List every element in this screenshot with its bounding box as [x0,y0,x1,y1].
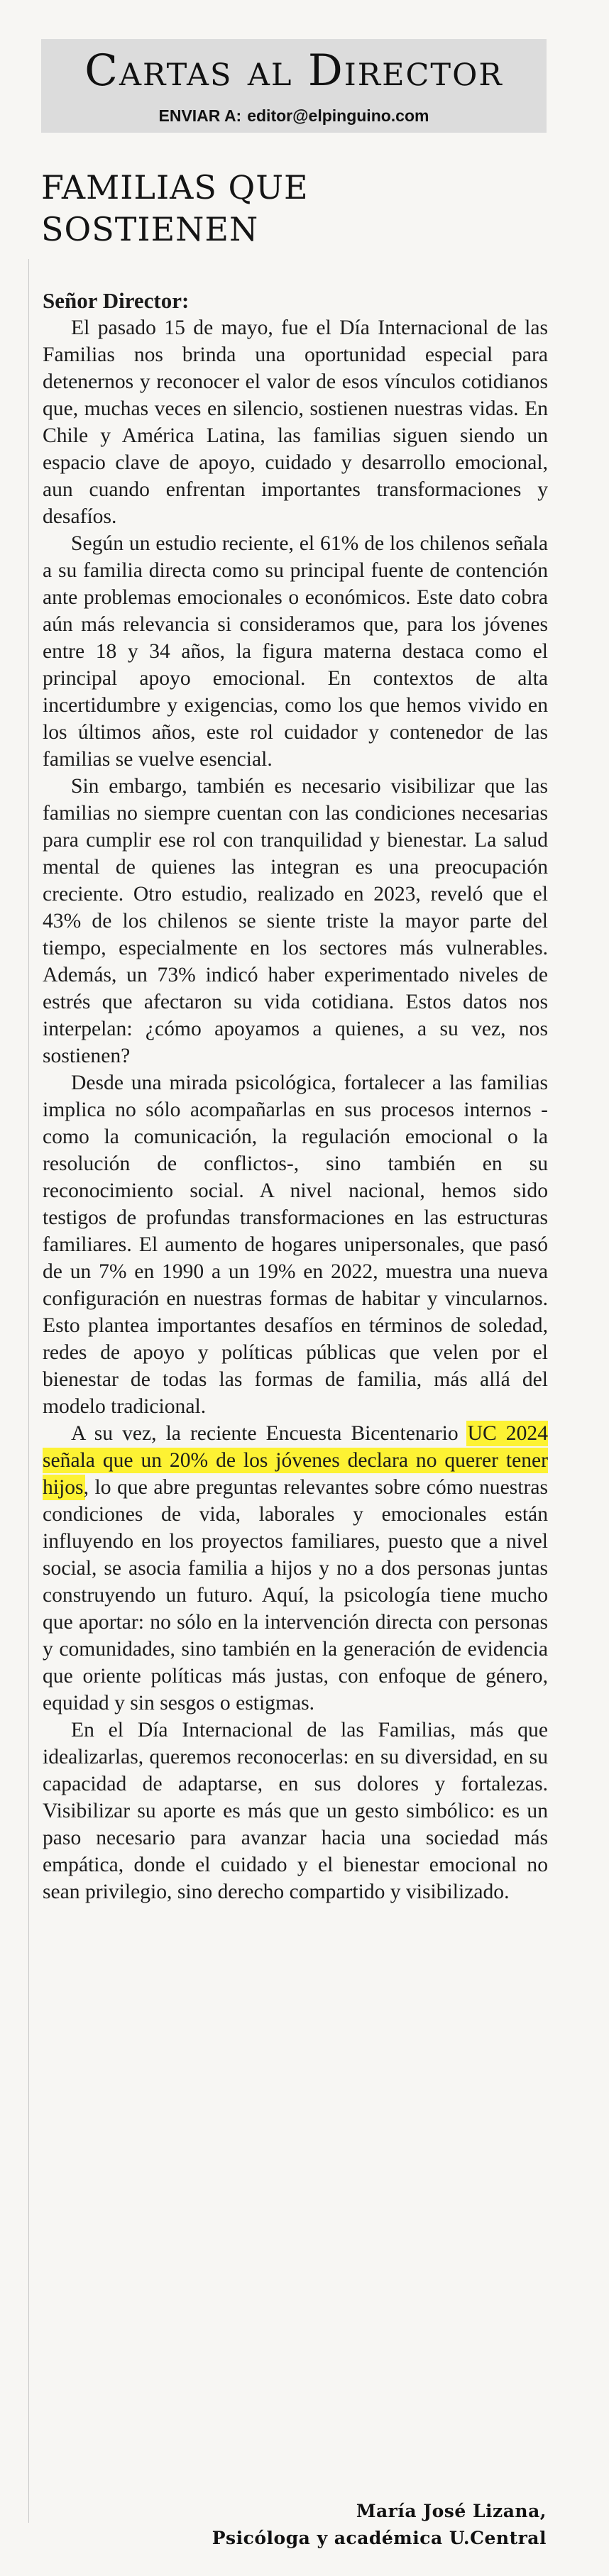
paragraph-3: Sin embargo, también es necesario visibilizar que las familias no siempre cuentan con las condiciones necesarias para cumplir ese rol con tranquilidad y bienestar. La salud mental de quienes las integran es una preocupación creciente. Otro estudio, realizado en 2023, reveló que el 43% de los chilenos se siente triste la mayor parte del tiempo, especialmente en los sectores más vulnerables. Además, un 73% indicó haber experimentado niveles de estrés que afectaron su vida cotidiana. Estos datos nos interpelan: ¿cómo apoyamos a quienes, a su vez, nos sostienen? [43,775,548,1067]
headline-line-2: SOSTIENEN [41,210,259,248]
letter-body [43,287,548,1905]
paragraph-2: Según un estudio reciente, el 61% de los chilenos señala a su familia directa como su principal fuente de contención ante problemas emocionales o económicos. Este dato cobra aún más relevancia si consideramos que, para los jóvenes entre 18 y 34 años, la figura materna destaca como el principal apoyo emocional. En contextos de alta incertidumbre y exigencias, como los que hemos vivido en los últimos años, este rol cuidador y contenedor de las familias se vuelve esencial. [43,532,548,771]
salutation: Señor Director: [43,288,190,313]
paragraph-5 [43,1420,548,1717]
signature-block [212,2498,547,2552]
editor-email[interactable]: editor@elpinguino.com [247,106,429,125]
signature-role: Psicóloga y académica U.Central [212,2528,547,2548]
highlighted-passage: UC 2024 señala que un 20% de los jóvenes declara no querer tener hijos [43,1422,548,1499]
letter-headline [41,167,538,251]
signature-name: María José Lizana, [356,2501,547,2521]
send-to-label: ENVIAR A: [158,106,242,125]
paragraph-5-intro: A su vez, la reciente Encuesta Bicentenario [71,1422,459,1445]
paragraph-1: El pasado 15 de mayo, fue el Día Internacional de las Familias nos brinda una oportunidad especial para detenernos y reconocer el valor de esos vínculos cotidianos que, muchas veces en silencio, sostienen nuestras vidas. En Chile y América Latina, las familias siguen siendo un espacio clave de apoyo, cuidado y desarrollo emocional, aun cuando enfrentan importantes transformaciones y desafíos. [43,317,548,528]
headline-line-1: FAMILIAS QUE [41,168,309,207]
section-title: Cartas al Director [84,45,503,96]
column-rule [28,259,29,2523]
paragraph-4: Desde una mirada psicológica, fortalecer a las familias implica no sólo acompañarlas en sus procesos internos -como la comunicación, la regulación emocional o la resolución de conflictos-, sino también en su reconocimiento social. A nivel nacional, hemos sido testigos de profundas transformaciones en las estructuras familiares. El aumento de hogares unipersonales, que pasó de un 7% en 1990 a un 19% en 2022, muestra una nueva configuración en nuestras formas de habitar y vincularnos. Esto plantea importantes desafíos en términos de soledad, redes de apoyo y políticas públicas que velen por el bienestar de todas las formas de familia, más allá del modelo tradicional. [43,1072,548,1418]
paragraph-5-rest: , lo que abre preguntas relevantes sobre cómo nuestras condiciones de vida, laborales y emocionales están influyendo en los proyectos familiares, puesto que a nivel social, se asocia familia a hijos y no a dos personas juntas construyendo un futuro. Aquí, la psicología tiene mucho que aportar: no sólo en la intervención directa con personas y comunidades, sino también en la generación de evidencia que oriente políticas más justas, con enfoque de género, equidad y sin sesgos o estigmas. [43,1476,548,1714]
paragraph-6: En el Día Internacional de las Familias, más que idealizarlas, queremos reconocerlas: en su diversidad, en su capacidad de adaptarse, en sus dolores y fortalezas. Visibilizar su aporte es más que un gesto simbólico: es un paso necesario para avanzar hacia una sociedad más empática, donde el cuidado y el bienestar emocional no sean privilegio, sino derecho compartido y visibilizado. [43,1719,548,1903]
send-to-line [41,105,547,126]
